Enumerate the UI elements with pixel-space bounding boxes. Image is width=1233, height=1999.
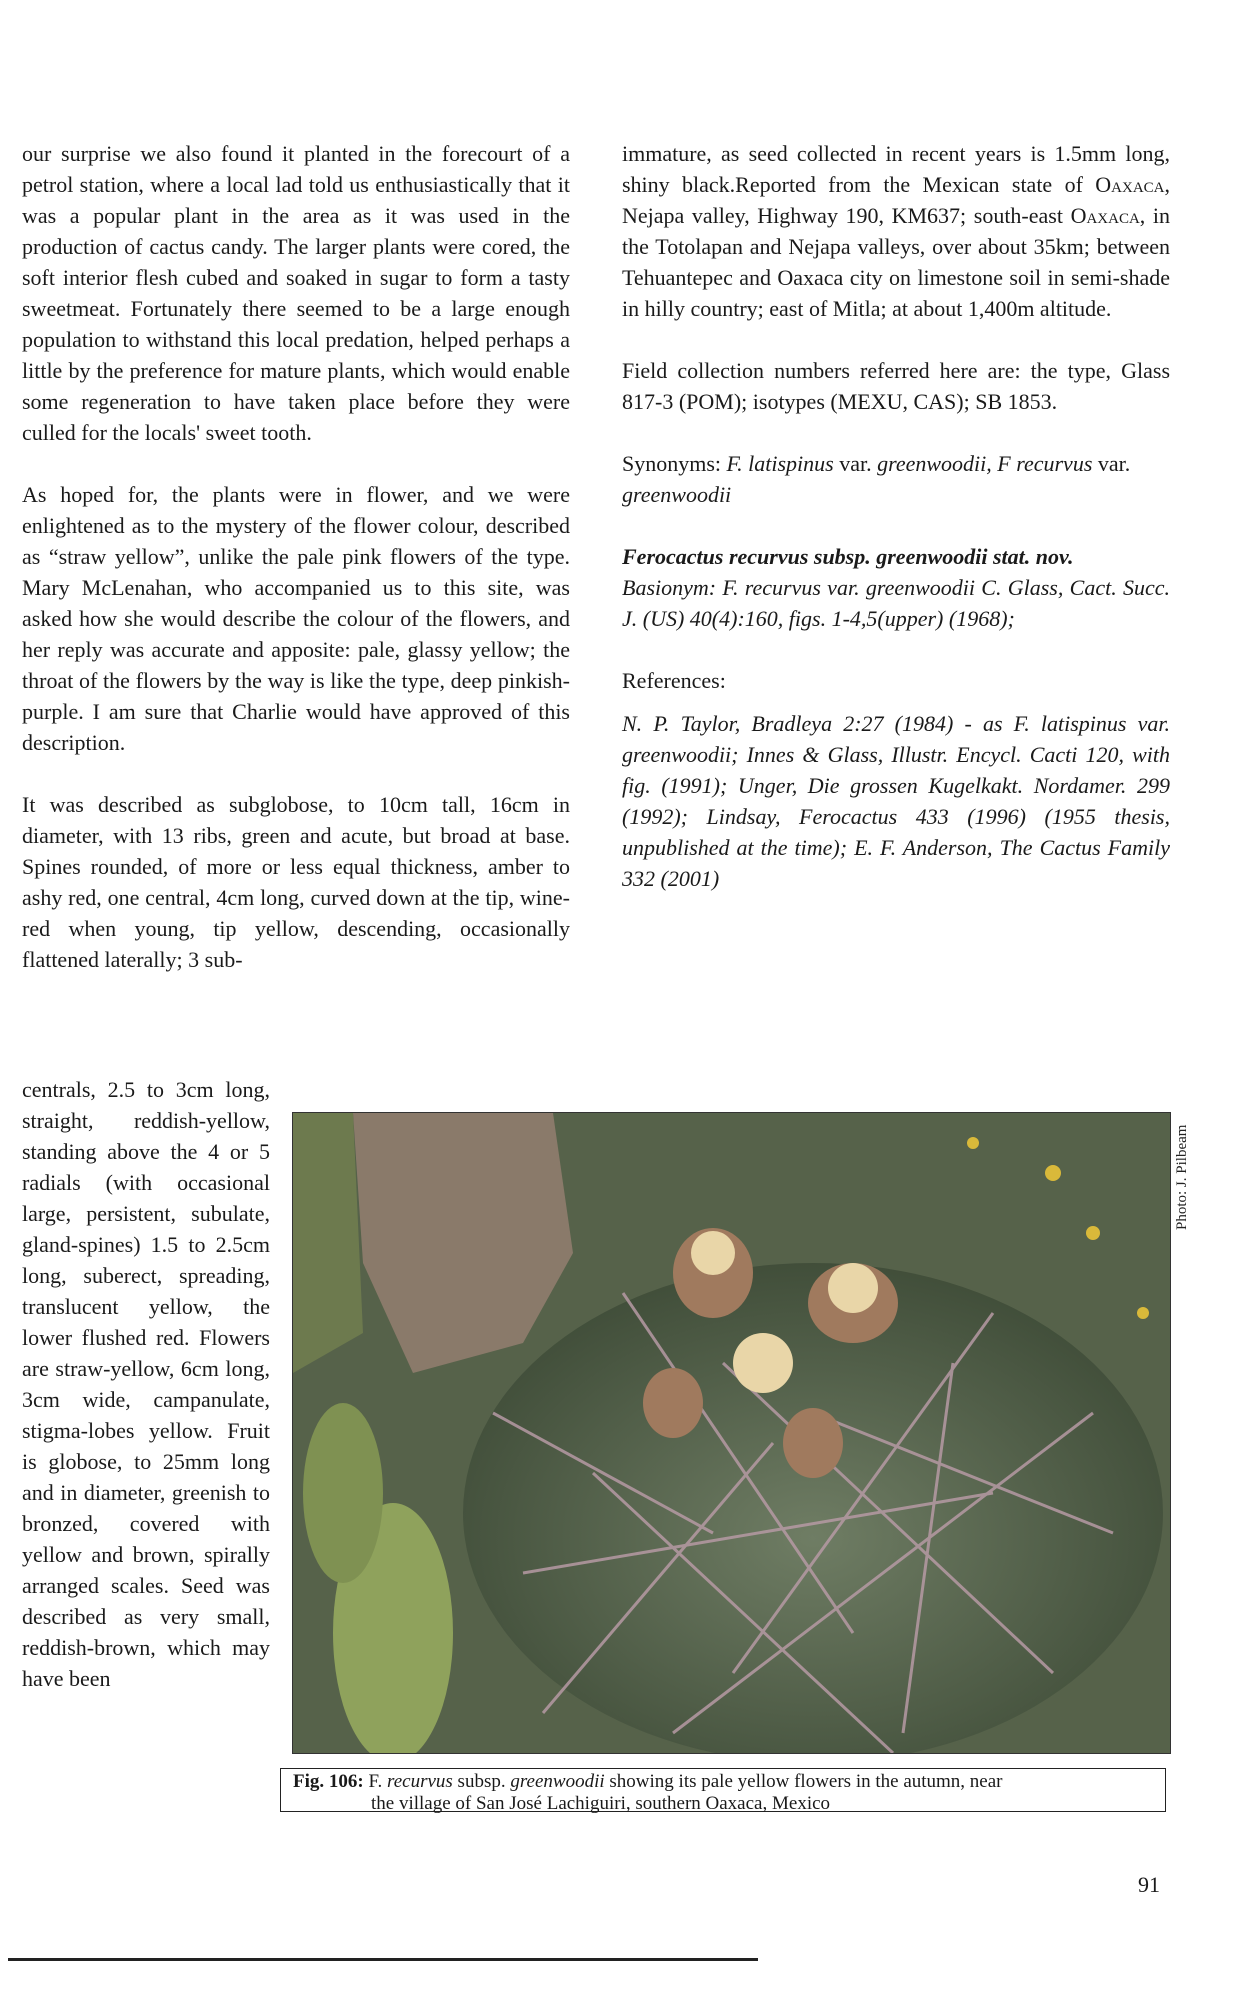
narrow-text-column <box>22 1074 270 1694</box>
paragraph: As hoped for, the plants were in flower, and we were enlightened as to the mystery of the flower colour, described as “straw yellow”, unlike the pale pink flowers of the type. Mary McLenahan, who accompanied us to this site, was asked how she would describe the colour of the flowers, and her reply was accurate and apposite: pale, glassy yellow; the throat of the flowers by the way is like the type, deep pinkish-purple. I am sure that Charlie would have approved of this description. <box>22 482 570 755</box>
footer-rule <box>8 1958 758 1961</box>
references: N. P. Taylor, Bradleya 2:27 (1984) - as F. latispinus var. greenwoodii; Innes & Glass, Illustr. Encycl. Cacti 120, with fig. (1991); Unger, Die grossen Kugelkakt. Nordamer. 299 (1992); Lindsay, Ferocactus 433 (1996) (1955 thesis, unpublished at the time); E. F. Anderson, The Cactus Family 332 (2001) <box>622 711 1170 891</box>
photo-credit: Photo: J. Pilbeam <box>1174 1124 1190 1230</box>
page-number: 91 <box>1138 1872 1160 1897</box>
new-name-heading: Ferocactus recurvus subsp. greenwoodii stat. nov. <box>622 544 1074 569</box>
left-column <box>22 138 570 975</box>
synonyms: Synonyms: F. latispinus var. greenwoodii, F recurvus var. greenwoodii <box>622 451 1131 507</box>
paragraph: our surprise we also found it planted in the forecourt of a petrol station, where a local lad told us enthusiastically that it was a popular plant in the area as it was used in the production of cactus candy. The larger plants were cored, the soft interior flesh cubed and soaked in sugar to form a tasty sweetmeat. Fortunately there seemed to be a large enough population to withstand this local predation, helped perhaps a little by the preference for mature plants, which would enable some regeneration to have taken place before they were culled for the locals' sweet tooth. <box>22 141 570 445</box>
cactus-photo <box>292 1112 1171 1754</box>
paragraph: centrals, 2.5 to 3cm long, straight, reddish-yellow, standing above the 4 or 5 radials (with occasional large, persistent, subulate, gland-spines) 1.5 to 2.5cm long, suberect, spreading, translucent yellow, the lower flushed red. Flowers are straw-yellow, 6cm long, 3cm wide, campanulate, stigma-lobes yellow. Fruit is globose, to 25mm long and in diameter, greenish to bronzed, covered with yellow and brown, spirally arranged scales. Seed was described as very small, reddish-brown, which may have been <box>22 1077 270 1691</box>
paragraph: immature, as seed collected in recent years is 1.5mm long, shiny black.Reported from the Mexican state of Oaxaca, Nejapa valley, Highway 190, KM637; south-east Oaxaca, in the Totolapan and Nejapa valleys, over about 35km; between Tehuantepec and Oaxaca city on limestone soil in semi-shade in hilly country; east of Mitla; at about 1,400m altitude. <box>622 141 1171 321</box>
right-column <box>622 138 1170 894</box>
paragraph: Field collection numbers referred here are: the type, Glass 817-3 (POM); isotypes (MEXU, CAS); SB 1853. <box>622 358 1170 414</box>
paragraph: It was described as subglobose, to 10cm tall, 16cm in diameter, with 13 ribs, green and acute, but broad at base. Spines rounded, of more or less equal thickness, amber to ashy red, one central, 4cm long, curved down at the tip, wine-red when young, tip yellow, descending, occasionally flattened laterally; 3 sub- <box>22 792 570 972</box>
figure-caption: Fig. 106: F. recurvus subsp. greenwoodii showing its pale yellow flowers in the autumn, near the village of San José Lachiguiri, southern Oaxaca, Mexico <box>280 1768 1166 1812</box>
basionym: Basionym: F. recurvus var. greenwoodii C. Glass, Cact. Succ. J. (US) 40(4):160, figs. 1-4,5(upper) (1968); <box>622 575 1170 631</box>
references-heading: References: <box>622 668 726 693</box>
